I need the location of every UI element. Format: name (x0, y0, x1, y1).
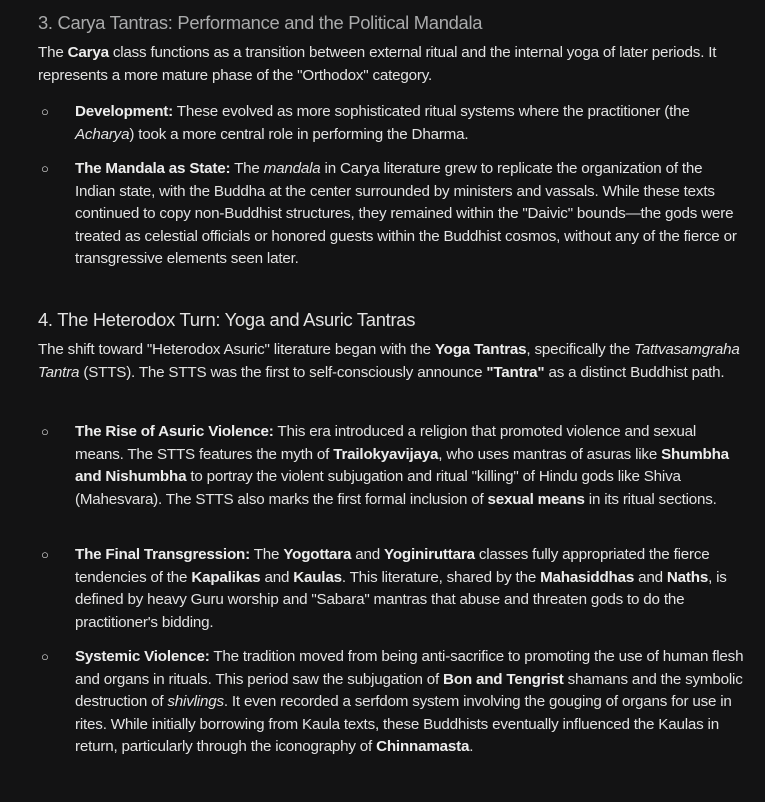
bullet-marker: ○ (41, 547, 49, 562)
section-4-intro: The shift toward "Heterodox Asuric" literature began with the Yoga Tantras, specifically the Tattvasamgraha Tantra (STTS). The STTS was the first to self-consciously announce "Tantra" as a distinct Buddhist path. (38, 341, 740, 381)
list-item-development: Development: These evolved as more sophisticated ritual systems where the practitioner (the Acharya) took a more central role in performing the Dharma. (75, 103, 690, 143)
list-item-asuric-violence: The Rise of Asuric Violence: This era introduced a religion that promoted violence and sexual means. The STTS features the myth of Trailokyavijaya, who uses mantras of asuras like Shumbha and Nishumbha to portray the violent subjugation and ritual "killing" of Hindu gods like Shiva (Mahesvara). The STTS also marks the first formal inclusion of sexual means in its ritual sections. (75, 423, 729, 508)
bullet-marker: ○ (41, 424, 49, 439)
bullet-marker: ○ (41, 104, 49, 119)
section-3-heading: 3. Carya Tantras: Performance and the Political Mandala (38, 12, 483, 33)
list-item-mandala-as-state: The Mandala as State: The mandala in Carya literature grew to replicate the organization of the Indian state, with the Buddha at the center surrounded by ministers and vassals. While these texts continued to copy non-Buddhist structures, they remained within the "Daivic" bounds—the gods were treated as celestial officials or honored guests within the Buddhist cosmos, without any of the fierce or transgressive elements seen later. (75, 160, 737, 268)
section-4-heading: 4. The Heterodox Turn: Yoga and Asuric Tantras (38, 309, 416, 330)
list-item-final-transgression: The Final Transgression: The Yogottara and Yoginiruttara classes fully appropriated the fierce tendencies of the Kapalikas and Kaulas. This literature, shared by the Mahasiddhas and Naths, is defined by heavy Guru worship and "Sabara" mantras that abuse and threaten gods to do the practitioner's bidding. (75, 546, 727, 631)
bullet-marker: ○ (41, 649, 49, 664)
list-item-systemic-violence: Systemic Violence: The tradition moved from being anti-sacrifice to promoting the use of human flesh and organs in rituals. This period saw the subjugation of Bon and Tengrist shamans and the symbolic destruction of shivlings. It even recorded a serfdom system involving the gouging of organs for use in rites. While initially borrowing from Kaula texts, these Buddhists eventually influenced the Kaulas in return, particularly through the iconography of Chinnamasta. (75, 648, 744, 756)
bullet-marker: ○ (41, 161, 49, 176)
section-3-intro: The Carya class functions as a transition between external ritual and the internal yoga of later periods. It represents a more mature phase of the "Orthodox" category. (38, 44, 717, 84)
